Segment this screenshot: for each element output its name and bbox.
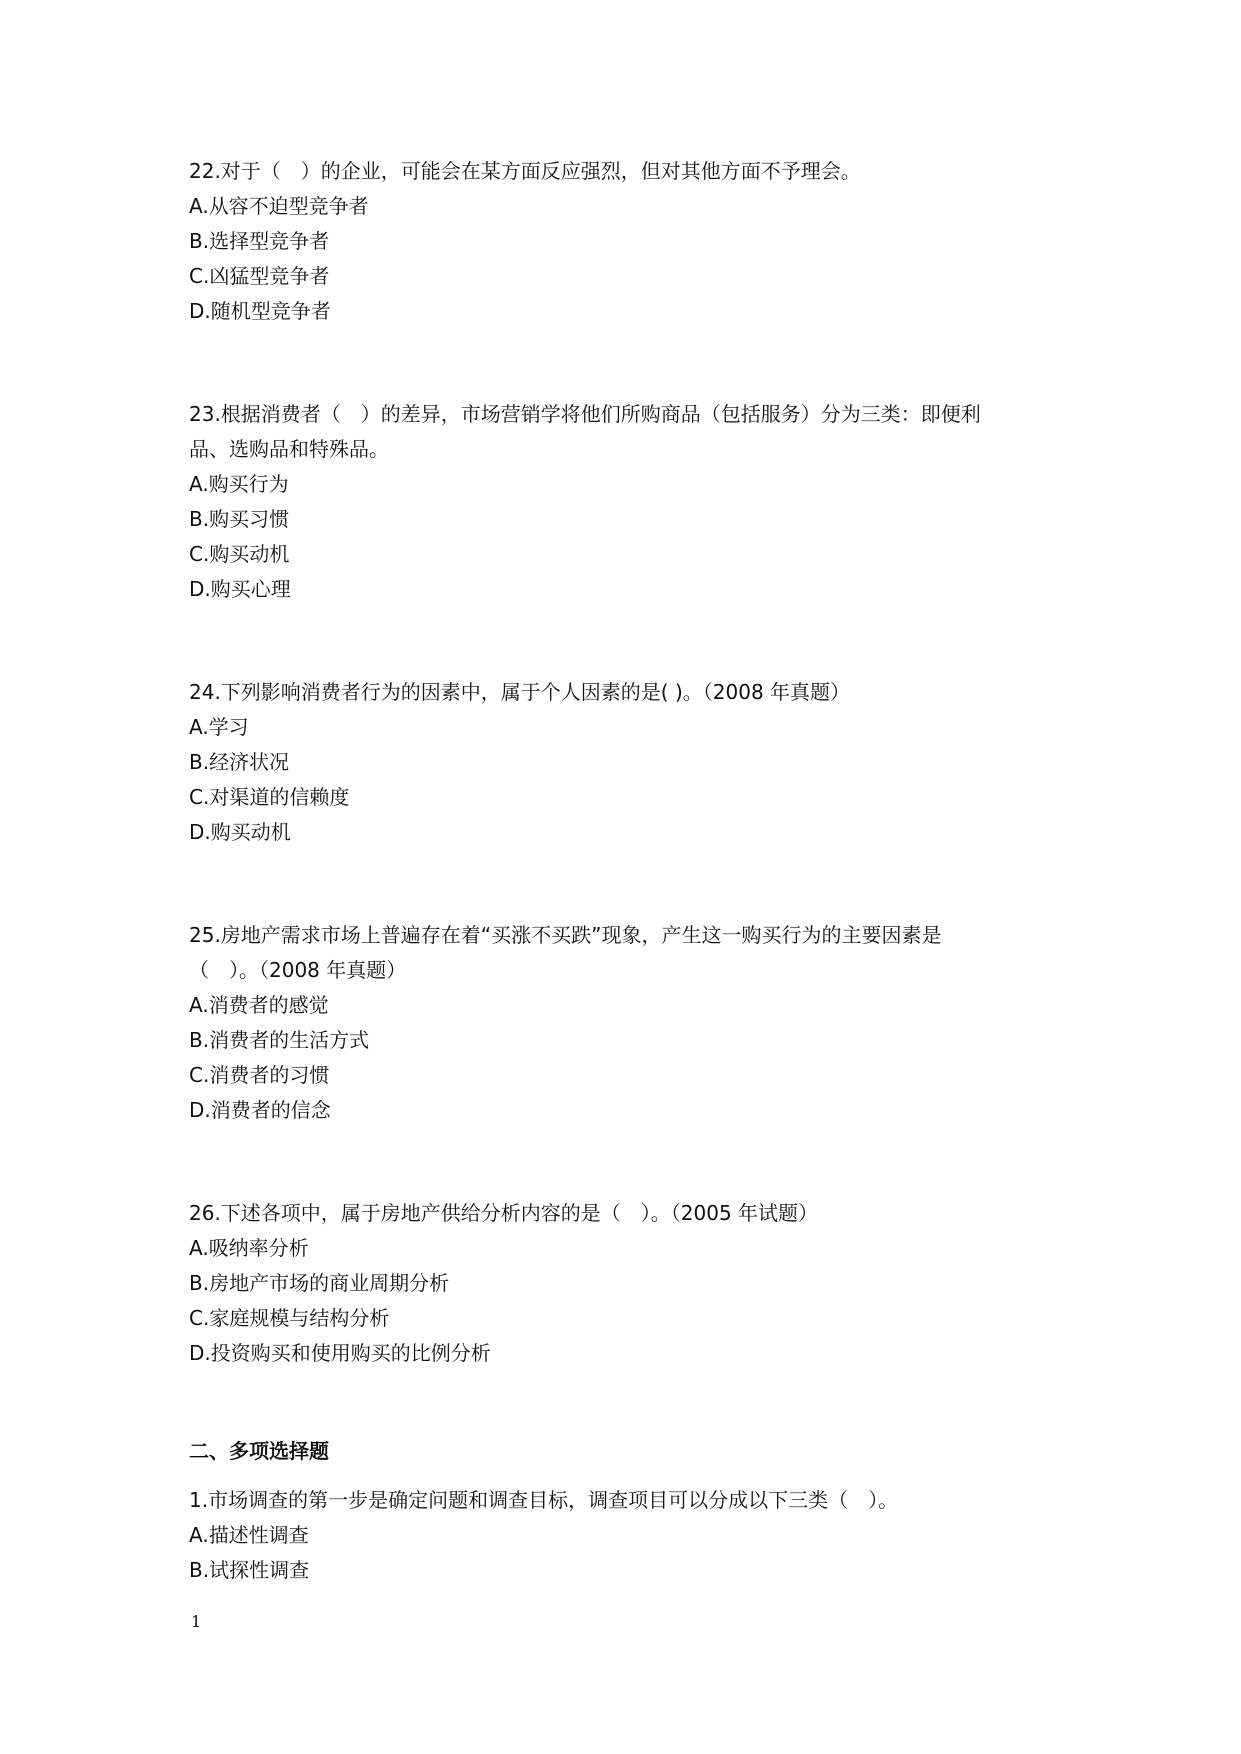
multiple-choice-question-1 [189,1483,1069,1588]
option-d: D.投资购买和使用购买的比例分析 [189,1341,491,1365]
section-title: 二、多项选择题 [189,1439,329,1463]
question-26 [189,1196,1069,1371]
option-b: B.经济状况 [189,750,290,774]
option-b: B.购买习惯 [189,507,290,531]
question-stem: 25.房地产需求市场上普遍存在着“买涨不买跌”现象，产生这一购买行为的主要因素是 [189,923,942,947]
option-b: B.房地产市场的商业周期分析 [189,1271,450,1295]
option-c: C.对渠道的信赖度 [189,785,350,809]
question-stem-continued: 品、选购品和特殊品。 [189,437,389,461]
question-stem: 1.市场调查的第一步是确定问题和调查目标，调查项目可以分成以下三类（ ）。 [189,1488,899,1512]
question-stem: 22.对于（ ）的企业，可能会在某方面反应强烈，但对其他方面不予理会。 [189,159,861,183]
page-content [189,154,1069,1588]
option-d: D.随机型竞争者 [189,299,331,323]
option-b: B.消费者的生活方式 [189,1028,370,1052]
question-23 [189,397,1069,607]
option-d: D.购买心理 [189,577,291,601]
question-25 [189,918,1069,1128]
option-c: C.家庭规模与结构分析 [189,1306,390,1330]
option-c: C.凶猛型竞争者 [189,264,330,288]
option-a: A.从容不迫型竞争者 [189,194,369,218]
question-stem: 26.下述各项中，属于房地产供给分析内容的是（ ）。（2005 年试题） [189,1201,819,1225]
question-stem-continued: （ ）。（2008 年真题） [189,958,407,982]
option-c: C.购买动机 [189,542,290,566]
question-22 [189,154,1069,329]
question-stem: 23.根据消费者（ ）的差异，市场营销学将他们所购商品（包括服务）分为三类：即便利 [189,402,981,426]
option-a: A.学习 [189,715,249,739]
question-stem: 24.下列影响消费者行为的因素中，属于个人因素的是( )。（2008 年真题） [189,680,851,704]
option-a: A.吸纳率分析 [189,1236,309,1260]
option-a: A.描述性调查 [189,1523,309,1547]
option-d: D.消费者的信念 [189,1098,331,1122]
question-24 [189,675,1069,850]
option-b: B.选择型竞争者 [189,229,330,253]
page-number: 1 [191,1612,202,1631]
option-c: C.消费者的习惯 [189,1063,330,1087]
option-d: D.购买动机 [189,820,291,844]
option-a: A.购买行为 [189,472,289,496]
option-b: B.试探性调查 [189,1558,310,1582]
option-a: A.消费者的感觉 [189,993,329,1017]
multiple-choice-section [189,1434,1069,1588]
